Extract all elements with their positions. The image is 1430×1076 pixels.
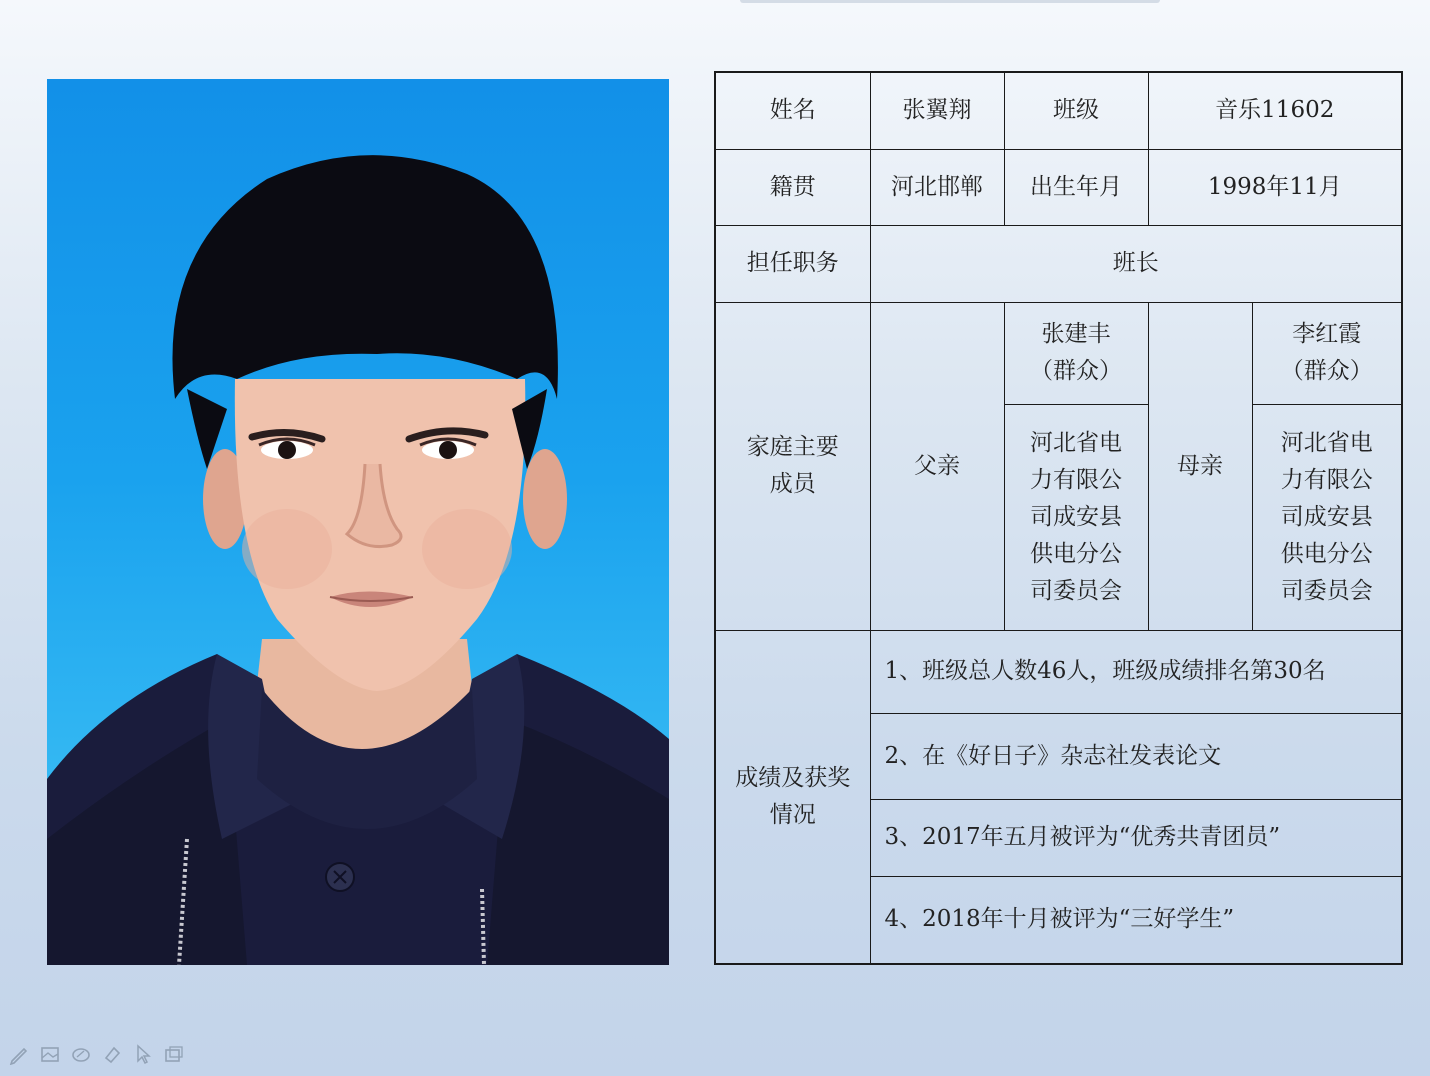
name-value: 张翼翔 [870,72,1004,149]
father-employer-line: 河北省电 [1030,429,1122,456]
mother-employer-line: 河北省电 [1280,429,1373,456]
father-relation: 父亲 [870,302,1004,630]
origin-label: 籍贯 [715,149,870,225]
father-employer [1004,404,1148,630]
mother-employer-line: 供电分公 [1280,540,1373,567]
role-label: 担任职务 [715,225,870,302]
origin-value: 河北邯郸 [870,149,1004,225]
award-item: 4、2018年十月被评为“三好学生” [870,876,1402,964]
name-label: 姓名 [715,72,870,149]
award-item: 1、班级总人数46人，班级成绩排名第30名 [870,630,1402,713]
father-employer-line: 司成安县 [1030,503,1122,530]
father-name: 张建丰 [1041,321,1111,347]
mother-employer-line: 力有限公 [1280,466,1373,493]
family-label [715,302,870,630]
birth-label: 出生年月 [1004,149,1148,225]
class-value: 音乐11602 [1148,72,1402,149]
family-label-line-1: 家庭主要 [746,434,839,460]
mother-relation: 母亲 [1148,302,1252,630]
slides-icon[interactable] [161,1043,186,1065]
pointer-icon[interactable] [130,1043,155,1065]
student-info-table [714,71,1403,965]
highlighter-icon[interactable] [99,1043,124,1065]
father-name-cell [1004,302,1148,404]
mother-name: 李红霞 [1292,321,1362,347]
mother-affiliation: （群众） [1280,358,1373,384]
award-item: 3、2017年五月被评为“优秀共青团员” [870,799,1402,876]
family-label-line-2: 成员 [769,471,816,497]
father-employer-line: 供电分公 [1030,540,1122,567]
father-employer-line: 力有限公 [1030,466,1122,493]
awards-label-line-1: 成绩及获奖 [735,764,851,791]
portrait-illustration [47,79,669,965]
mother-employer-line: 司成安县 [1280,503,1373,530]
birth-value: 1998年11月 [1148,149,1402,225]
top-edge-bar [740,0,1160,3]
slideshow-toolbar [6,1043,186,1065]
mother-employer-line: 司委员会 [1280,577,1373,604]
father-employer-line: 司委员会 [1030,577,1122,604]
role-value: 班长 [870,225,1402,302]
mother-name-cell [1252,302,1402,404]
pen-icon[interactable] [6,1043,31,1065]
awards-label-line-2: 情况 [769,801,816,828]
mother-employer [1252,404,1402,630]
father-affiliation: （群众） [1030,358,1122,384]
class-label: 班级 [1004,72,1148,149]
eraser-icon[interactable] [68,1043,93,1065]
awards-label [715,630,870,964]
image-icon[interactable] [37,1043,62,1065]
award-item: 2、在《好日子》杂志社发表论文 [870,713,1402,799]
student-portrait-photo [47,79,669,965]
